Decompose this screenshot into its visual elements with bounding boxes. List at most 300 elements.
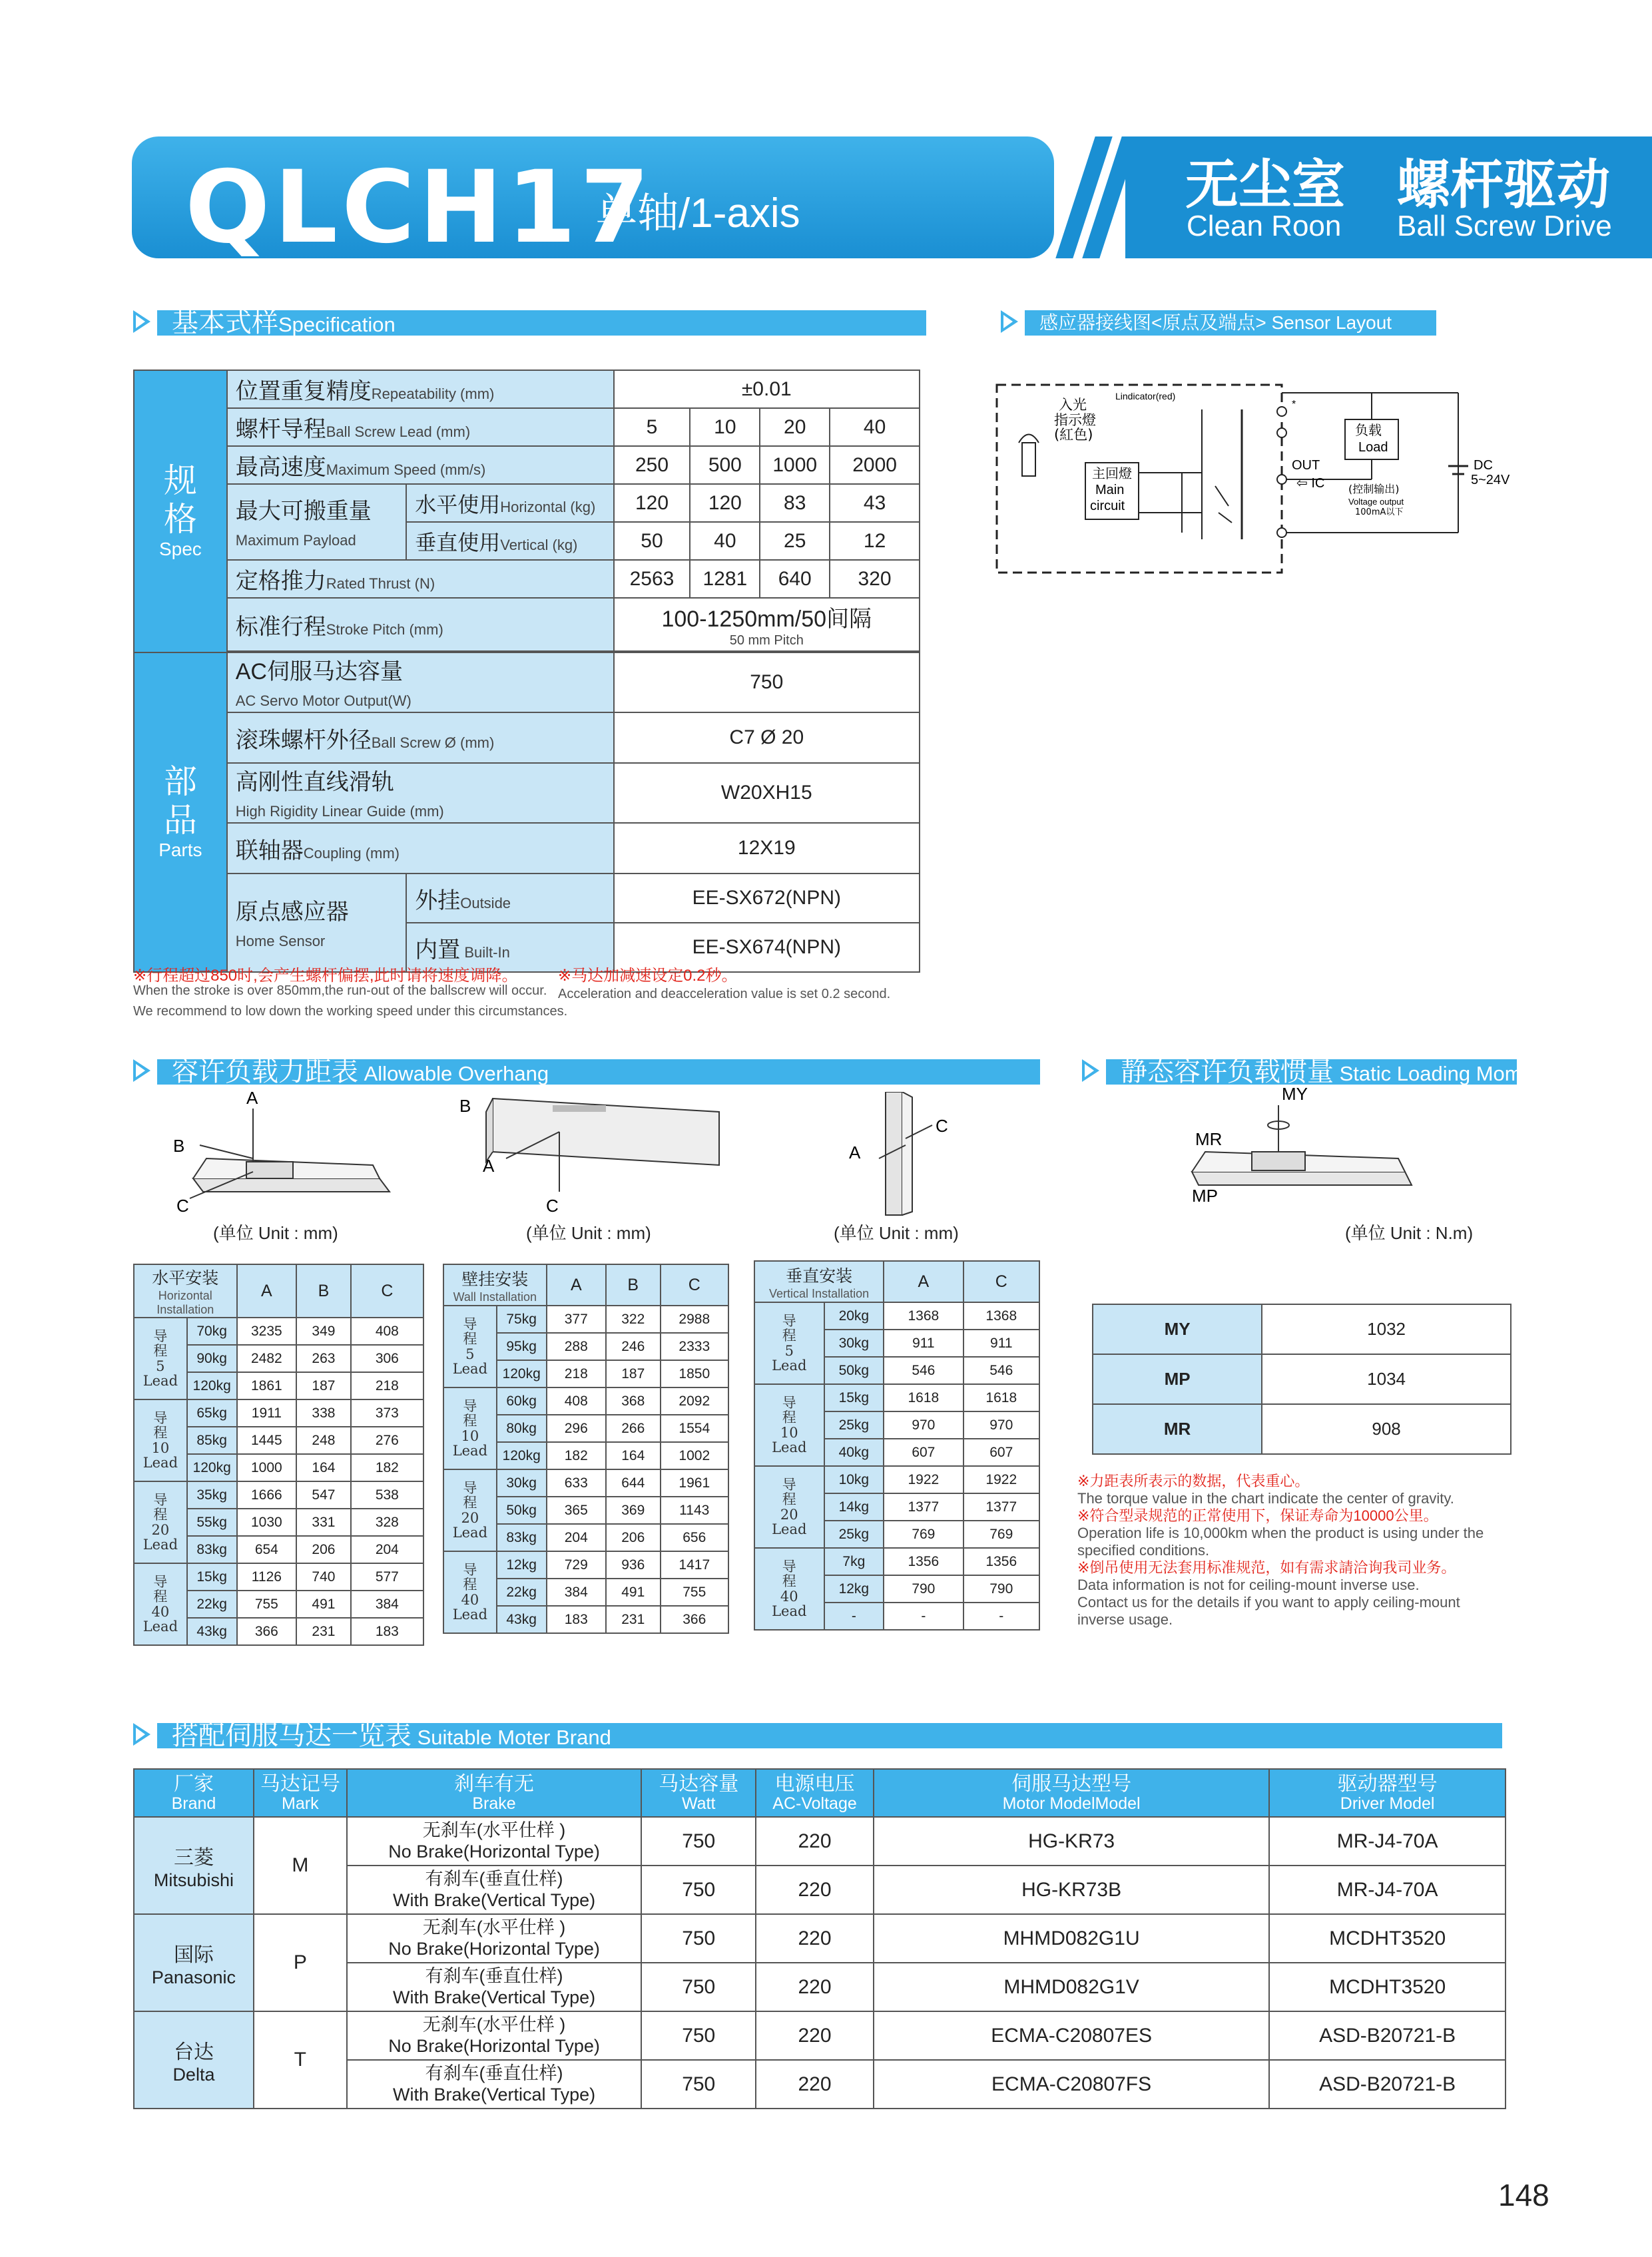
header-brake: 刹车有无 Brake (347, 1769, 642, 1817)
col-a: A (884, 1261, 963, 1302)
value-cell: 322 (606, 1306, 661, 1333)
value-cell: 331 (296, 1509, 351, 1536)
header-mark: 马达记号 Mark (254, 1769, 347, 1817)
motor-model: HG-KR73B (874, 1866, 1269, 1914)
load-cell: 55kg (187, 1509, 237, 1536)
value-cell: 547 (296, 1481, 351, 1509)
brake-type: 无刹车(水平仕样 ) No Brake(Horizontal Type) (347, 2011, 642, 2060)
value-cell: 377 (547, 1306, 606, 1333)
value-cell: 366 (661, 1606, 728, 1633)
value-cell: 1911 (237, 1399, 297, 1427)
brand-name: 台达 Delta (134, 2011, 254, 2109)
voltage-output-label: 100mA以下 (1355, 507, 1404, 517)
note-stroke: ※行程超过850时,会产生螺杆偏摆,此时请将速度调降。 (133, 967, 518, 985)
value-cell: 936 (606, 1551, 661, 1579)
lead-value: 40 (830, 408, 920, 446)
value-cell: 1356 (884, 1548, 963, 1575)
table-row (134, 1817, 1506, 1866)
motor-watt: 750 (641, 1963, 756, 2011)
moment-value: 1034 (1262, 1354, 1511, 1404)
lead-value: 20 (760, 408, 830, 446)
main-circuit-label: circuit (1090, 499, 1125, 513)
value-cell: 3235 (237, 1318, 297, 1345)
load-cell: 120kg (497, 1360, 547, 1387)
builtin-value: EE-SX674(NPN) (614, 923, 920, 972)
value-cell: 607 (964, 1439, 1039, 1466)
thrust-value: 320 (830, 560, 920, 598)
header-brand: 厂家 Brand (134, 1769, 254, 1817)
thrust-value: 1281 (690, 560, 760, 598)
brand-mark: M (254, 1817, 347, 1914)
lead-group-label: 导 程 5 Lead (754, 1302, 824, 1384)
table-row (754, 1548, 1039, 1575)
moment-label: MR (1093, 1404, 1262, 1454)
table-row (134, 1481, 423, 1509)
value-cell: 1002 (661, 1442, 728, 1469)
axis-a-label: A (246, 1092, 258, 1108)
value-cell: 338 (296, 1399, 351, 1427)
value-cell: 546 (964, 1357, 1039, 1384)
lead-group-label: 导 程 40 Lead (443, 1551, 497, 1633)
value-cell: 654 (237, 1536, 297, 1563)
value-cell: 1368 (884, 1302, 963, 1330)
value-cell: 911 (884, 1330, 963, 1357)
value-cell: 2333 (661, 1333, 728, 1360)
motor-model: MHMD082G1U (874, 1914, 1269, 1963)
driver-model: ASD-B20721-B (1269, 2011, 1506, 2060)
horizontal-overhang-table (133, 1264, 424, 1646)
payload-label: 最大可搬重量 Maximum Payload (227, 484, 406, 560)
value-cell: 408 (351, 1318, 423, 1345)
load-cell: 12kg (497, 1551, 547, 1579)
value-cell: 366 (237, 1618, 297, 1645)
moment-note: ※力距表所表示的数据，代表重心。 (1077, 1473, 1310, 1489)
axis-a-label: A (849, 1142, 861, 1162)
out-label: OUT (1292, 458, 1320, 473)
moment-value: 1032 (1262, 1304, 1511, 1354)
motor-output-value: 750 (614, 652, 920, 712)
lead-group-label: 导 程 20 Lead (754, 1466, 824, 1548)
value-cell: 204 (547, 1524, 606, 1551)
moment-note: inverse usage. (1077, 1611, 1173, 1628)
outside-label: 外挂Outside (406, 874, 613, 923)
motor-model: ECMA-C20807ES (874, 2011, 1269, 2060)
value-cell: 231 (606, 1606, 661, 1633)
speed-value: 500 (690, 446, 760, 484)
load-cell: 22kg (497, 1579, 547, 1606)
moment-note: specified conditions. (1077, 1542, 1210, 1559)
moment-note: ※倒吊使用无法套用标准规范，如有需求請洽询我司业务。 (1077, 1559, 1456, 1576)
value-cell: 769 (964, 1521, 1039, 1548)
load-cell: 50kg (497, 1497, 547, 1524)
col-c: C (964, 1261, 1039, 1302)
section-arrow-icon (133, 1059, 150, 1082)
table-row (134, 1914, 1506, 1963)
value-cell: 306 (351, 1345, 423, 1372)
value-cell: 296 (547, 1415, 606, 1442)
lead-group-label: 导 程 5 Lead (443, 1306, 497, 1387)
load-cell: 43kg (497, 1606, 547, 1633)
load-cell: 95kg (497, 1333, 547, 1360)
lead-label: 螺杆导程Ball Screw Lead (mm) (227, 408, 614, 446)
wall-table-title: 壁挂安装 Wall Installation (443, 1264, 547, 1306)
value-cell: 218 (351, 1372, 423, 1399)
section-spec-header: 基本式样Specification (157, 310, 926, 336)
col-a: A (237, 1264, 297, 1318)
horizontal-value: 120 (614, 484, 690, 522)
speed-value: 1000 (760, 446, 830, 484)
value-cell: 1417 (661, 1551, 728, 1579)
dc-label: DC (1474, 458, 1493, 473)
load-cell: 25kg (824, 1521, 884, 1548)
value-cell: 1377 (884, 1493, 963, 1521)
section-sensor-header: 感应器接线图<原点及端点> Sensor Layout (1025, 310, 1436, 336)
speed-value: 2000 (830, 446, 920, 484)
guide-label: 高刚性直线滑轨 High Rigidity Linear Guide (mm) (227, 763, 614, 823)
section-arrow-icon (1001, 310, 1018, 333)
value-cell: 577 (351, 1563, 423, 1591)
speed-value: 250 (614, 446, 690, 484)
coupling-value: 12X19 (614, 823, 920, 874)
value-cell: 182 (547, 1442, 606, 1469)
value-cell: 1445 (237, 1427, 297, 1454)
value-cell: 1922 (884, 1466, 963, 1493)
value-cell: 1356 (964, 1548, 1039, 1575)
value-cell: 1618 (884, 1384, 963, 1411)
load-cell: 15kg (824, 1384, 884, 1411)
lead-value: 10 (690, 408, 760, 446)
speed-label: 最高速度Maximum Speed (mm/s) (227, 446, 614, 484)
spec-table (133, 370, 920, 973)
load-cell: 14kg (824, 1493, 884, 1521)
col-c: C (351, 1264, 423, 1318)
lead-group-label: 导 程 10 Lead (443, 1387, 497, 1469)
value-cell: 755 (661, 1579, 728, 1606)
moment-diagram (1179, 1085, 1438, 1225)
load-cell: 25kg (824, 1411, 884, 1439)
motor-model: HG-KR73 (874, 1817, 1269, 1866)
value-cell: 656 (661, 1524, 728, 1551)
motor-model: ECMA-C20807FS (874, 2060, 1269, 2109)
value-cell: 633 (547, 1469, 606, 1497)
value-cell: 1554 (661, 1415, 728, 1442)
section-arrow-icon (1082, 1059, 1099, 1082)
thrust-value: 2563 (614, 560, 690, 598)
thrust-value: 640 (760, 560, 830, 598)
ball-screw-en: Ball Screw Drive (1397, 210, 1612, 242)
indicator-label: Lindicator(red) (1115, 391, 1176, 401)
motor-output-label: AC伺服马达容量 AC Servo Motor Output(W) (227, 652, 614, 712)
col-b: B (606, 1264, 661, 1306)
lead-group-label: 导 程 10 Lead (754, 1384, 824, 1466)
horizontal-value: 43 (830, 484, 920, 522)
value-cell: 182 (351, 1454, 423, 1481)
col-c: C (661, 1264, 728, 1306)
motor-brand-table (133, 1768, 1506, 2109)
header-voltage: 电源电压 AC-Voltage (756, 1769, 874, 1817)
horizontal-table-title: 水平安装 Horizontal Installation (134, 1264, 237, 1318)
section-overhang-header: 容许负载力距表 Allowable Overhang (157, 1059, 1040, 1085)
control-output-label: (控制输出) (1348, 483, 1400, 495)
load-cell: 65kg (187, 1399, 237, 1427)
lead-group-label: 导 程 40 Lead (134, 1563, 187, 1645)
value-cell: 769 (884, 1521, 963, 1548)
value-cell: 729 (547, 1551, 606, 1579)
vertical-value: 25 (760, 522, 830, 560)
table-row (134, 2011, 1506, 2060)
motor-watt: 750 (641, 1817, 756, 1866)
driver-model: MCDHT3520 (1269, 1914, 1506, 1963)
axis-a-label: A (483, 1156, 495, 1176)
vertical-install-diagram (839, 1092, 985, 1225)
motor-watt: 750 (641, 1866, 756, 1914)
value-cell: 2482 (237, 1345, 297, 1372)
wall-overhang-table (443, 1264, 729, 1634)
voltage-output-label: Voltage output (1348, 497, 1404, 507)
brake-type: 无刹车(水平仕样 ) No Brake(Horizontal Type) (347, 1817, 642, 1866)
motor-watt: 750 (641, 1914, 756, 1963)
axis-b-label: B (459, 1096, 471, 1116)
value-cell: 1126 (237, 1563, 297, 1591)
moment-note: The torque value in the chart indicate the center of gravity. (1077, 1490, 1454, 1507)
note-stroke-en: When the stroke is over 850mm,the run-out of the ballscrew will occur. (133, 983, 547, 998)
mp-label: MP (1192, 1186, 1218, 1206)
load-cell: 30kg (497, 1469, 547, 1497)
load-cell: 75kg (497, 1306, 547, 1333)
page-number: 148 (1498, 2178, 1549, 2212)
table-row (443, 1469, 728, 1497)
static-moment-table (1092, 1304, 1512, 1455)
value-cell: 1850 (661, 1360, 728, 1387)
stroke-value: 100-1250mm/50间隔 50 mm Pitch (614, 598, 920, 651)
repeatability-label: 位置重复精度Repeatability (mm) (227, 370, 614, 408)
driver-model: MR-J4-70A (1269, 1817, 1506, 1866)
value-cell: 2092 (661, 1387, 728, 1415)
value-cell: 546 (884, 1357, 963, 1384)
value-cell: 790 (964, 1575, 1039, 1603)
value-cell: 1666 (237, 1481, 297, 1509)
horizontal-value: 83 (760, 484, 830, 522)
load-cell: 20kg (824, 1302, 884, 1330)
unit-nm-label: (单位 Unit : N.m) (1345, 1223, 1474, 1243)
lead-group-label: 导 程 10 Lead (134, 1399, 187, 1481)
vertical-overhang-table (754, 1260, 1040, 1630)
value-cell: 187 (606, 1360, 661, 1387)
section-motor-header: 搭配伺服马达一览表 Suitable Moter Brand (157, 1723, 1502, 1748)
stroke-label: 标准行程Stroke Pitch (mm) (227, 598, 614, 651)
table-row (443, 1387, 728, 1415)
value-cell: 1961 (661, 1469, 728, 1497)
value-cell: 373 (351, 1399, 423, 1427)
value-cell: 384 (547, 1579, 606, 1606)
load-cell: 120kg (497, 1442, 547, 1469)
value-cell: 1377 (964, 1493, 1039, 1521)
value-cell: 1000 (237, 1454, 297, 1481)
load-cell: 120kg (187, 1454, 237, 1481)
value-cell: - (884, 1603, 963, 1630)
vertical-value: 50 (614, 522, 690, 560)
brake-type: 有刹车(垂直仕样) With Brake(Vertical Type) (347, 1963, 642, 2011)
load-cell: 7kg (824, 1548, 884, 1575)
ic-label: IC (1311, 476, 1325, 491)
moment-note: Operation life is 10,000km when the product is using under the (1077, 1525, 1484, 1541)
table-row (443, 1306, 728, 1333)
value-cell: 970 (964, 1411, 1039, 1439)
load-cell: 12kg (824, 1575, 884, 1603)
load-cell: 70kg (187, 1318, 237, 1345)
home-sensor-label: 原点感应器 Home Sensor (227, 874, 406, 972)
brand-name: 三菱 Mitsubishi (134, 1817, 254, 1914)
thrust-label: 定格推力Rated Thrust (N) (227, 560, 614, 598)
moment-note: Data information is not for ceiling-mount inverse use. (1077, 1577, 1420, 1593)
value-cell: 1861 (237, 1372, 297, 1399)
vertical-label: 垂直使用Vertical (kg) (406, 522, 613, 560)
value-cell: 790 (884, 1575, 963, 1603)
value-cell: 644 (606, 1469, 661, 1497)
builtin-label: 内置 Built-In (406, 923, 613, 972)
note-accel-en: Acceleration and deacceleration value is set 0.2 second. (558, 987, 891, 1001)
table-row (754, 1466, 1039, 1493)
value-cell: 1030 (237, 1509, 297, 1536)
main-circuit-label: Main (1095, 483, 1125, 497)
guide-value: W20XH15 (614, 763, 920, 823)
value-cell: 164 (606, 1442, 661, 1469)
value-cell: 218 (547, 1360, 606, 1387)
my-label: MY (1282, 1085, 1308, 1104)
lead-group-label: 导 程 20 Lead (134, 1481, 187, 1563)
value-cell: 538 (351, 1481, 423, 1509)
load-cell: - (824, 1603, 884, 1630)
ball-screw-cn: 螺杆驱动 (1397, 155, 1610, 214)
sensor-wiring-diagram (995, 379, 1528, 579)
section-arrow-icon (133, 310, 150, 333)
load-cell: 10kg (824, 1466, 884, 1493)
value-cell: 1368 (964, 1302, 1039, 1330)
voltage: 220 (756, 2011, 874, 2060)
value-cell: 1143 (661, 1497, 728, 1524)
lead-group-label: 导 程 40 Lead (754, 1548, 824, 1630)
moment-note: ※符合型录规范的正常使用下，保证寿命为10000公里。 (1077, 1507, 1438, 1524)
spec-group-label: 规 格 Spec (134, 370, 227, 652)
coupling-label: 联轴器Coupling (mm) (227, 823, 614, 874)
value-cell: 231 (296, 1618, 351, 1645)
value-cell: 204 (351, 1536, 423, 1563)
load-cell: 60kg (497, 1387, 547, 1415)
load-cell: 15kg (187, 1563, 237, 1591)
vertical-table-title: 垂直安装 Vertical Installation (754, 1261, 884, 1302)
unit-label: (单位 Unit : mm) (213, 1223, 338, 1243)
section-static-header: 静态容许负载惯量 Static Loading Moment (1106, 1059, 1517, 1085)
moment-label: MY (1093, 1304, 1262, 1354)
value-cell: 911 (964, 1330, 1039, 1357)
header-motor-model: 伺服马达型号 Motor ModelModel (874, 1769, 1269, 1817)
brand-mark: T (254, 2011, 347, 2109)
axis-c-label: C (936, 1116, 948, 1136)
light-label: 指示燈 (1054, 412, 1096, 428)
moment-notes (1077, 1473, 1543, 1629)
brand-mark: P (254, 1914, 347, 2011)
axis-c-label: C (176, 1196, 189, 1216)
load-cell: 120kg (187, 1372, 237, 1399)
value-cell: 755 (237, 1591, 297, 1618)
star-mark: * (1292, 399, 1296, 410)
header-watt: 马达容量 Watt (641, 1769, 756, 1817)
load-label: 负载 (1355, 422, 1382, 438)
col-a: A (547, 1264, 606, 1306)
voltage: 220 (756, 1817, 874, 1866)
value-cell: 187 (296, 1372, 351, 1399)
load-cell: 83kg (187, 1536, 237, 1563)
unit-label: (单位 Unit : mm) (834, 1223, 959, 1243)
value-cell: 491 (606, 1579, 661, 1606)
motor-watt: 750 (641, 2011, 756, 2060)
value-cell: 408 (547, 1387, 606, 1415)
table-row (134, 1318, 423, 1345)
load-cell: 83kg (497, 1524, 547, 1551)
table-row (443, 1551, 728, 1579)
light-label: (紅色) (1054, 427, 1093, 443)
vertical-value: 12 (830, 522, 920, 560)
outside-value: EE-SX672(NPN) (614, 874, 920, 923)
value-cell: 384 (351, 1591, 423, 1618)
table-row (754, 1384, 1039, 1411)
brake-type: 有刹车(垂直仕样) With Brake(Vertical Type) (347, 1866, 642, 1914)
brake-type: 无刹车(水平仕样 ) No Brake(Horizontal Type) (347, 1914, 642, 1963)
load-cell: 22kg (187, 1591, 237, 1618)
table-row (754, 1302, 1039, 1330)
brand-name: 国际 Panasonic (134, 1914, 254, 2011)
driver-model: MCDHT3520 (1269, 1963, 1506, 2011)
svg-text:⇦ IC: ⇦ IC (1296, 476, 1325, 491)
horizontal-value: 120 (690, 484, 760, 522)
value-cell: 183 (547, 1606, 606, 1633)
clean-room-en: Clean Roon (1187, 210, 1342, 242)
axis-label: 单轴/1-axis (596, 190, 800, 236)
value-cell: 183 (351, 1618, 423, 1645)
value-cell: 164 (296, 1454, 351, 1481)
note-accel: ※马达加减速设定0.2秒。 (558, 967, 738, 985)
moment-note: Contact us for the details if you want to apply ceiling-mount (1077, 1594, 1460, 1611)
value-cell: 276 (351, 1427, 423, 1454)
value-cell: 246 (606, 1333, 661, 1360)
load-cell: 50kg (824, 1357, 884, 1384)
value-cell: 2988 (661, 1306, 728, 1333)
value-cell: 365 (547, 1497, 606, 1524)
main-circuit-label: 主回燈 (1092, 465, 1132, 481)
screw-label: 滚珠螺杆外径Ball Screw Ø (mm) (227, 712, 614, 763)
load-cell: 80kg (497, 1415, 547, 1442)
value-cell: 206 (296, 1536, 351, 1563)
load-cell: 35kg (187, 1481, 237, 1509)
horizontal-install-diagram (153, 1092, 406, 1225)
value-cell: 740 (296, 1563, 351, 1591)
value-cell: 349 (296, 1318, 351, 1345)
axis-c-label: C (546, 1196, 559, 1216)
value-cell: 266 (606, 1415, 661, 1442)
motor-watt: 750 (641, 2060, 756, 2109)
driver-model: MR-J4-70A (1269, 1866, 1506, 1914)
value-cell: 1922 (964, 1466, 1039, 1493)
motor-model: MHMD082G1V (874, 1963, 1269, 2011)
lead-value: 5 (614, 408, 690, 446)
load-cell: 90kg (187, 1345, 237, 1372)
voltage: 220 (756, 2060, 874, 2109)
axis-b-label: B (173, 1136, 185, 1156)
mr-label: MR (1195, 1129, 1223, 1149)
value-cell: 369 (606, 1497, 661, 1524)
load-cell: 85kg (187, 1427, 237, 1454)
clean-room-cn: 无尘室 (1185, 155, 1345, 214)
